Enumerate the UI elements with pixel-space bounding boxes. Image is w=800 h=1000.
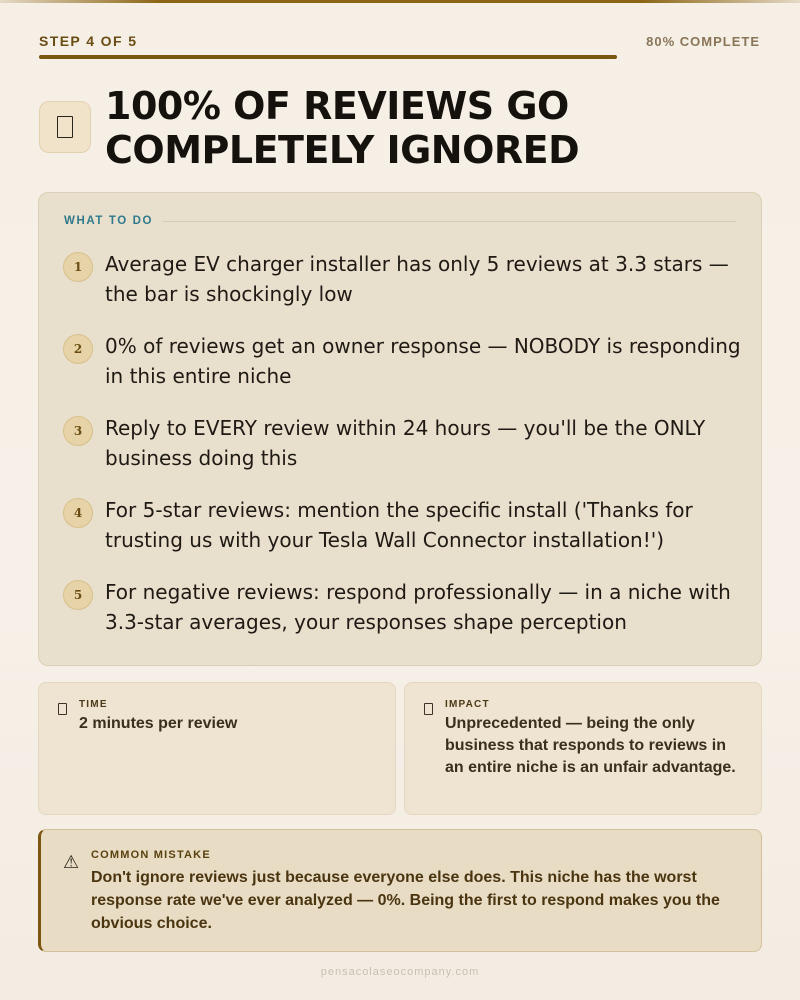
progress-bar <box>39 55 761 59</box>
step-number-badge: 4 <box>63 498 93 528</box>
step-text: 0% of reviews get an owner response — NOBODY is responding in this entire niche <box>105 334 741 388</box>
time-value: 2 minutes per review <box>79 715 238 732</box>
top-accent-rule <box>0 0 800 3</box>
step-text: For 5-star reviews: mention the specific install ('Thanks for trusting us with your Tesla Wall Connector installation!') <box>105 498 693 552</box>
step-number-badge: 2 <box>63 334 93 364</box>
page-title: 100% OF REVIEWS GO COMPLETELY IGNORED <box>105 84 580 172</box>
mistake-label: COMMON MISTAKE <box>91 849 211 861</box>
time-card <box>38 682 396 815</box>
what-to-do-label: WHAT TO DO <box>64 215 154 227</box>
impact-card <box>404 682 762 815</box>
step-text: For negative reviews: respond professionally — in a niche with 3.3-star averages, your responses shape perception <box>105 580 731 634</box>
step-number-badge: 1 <box>63 252 93 282</box>
common-mistake-callout <box>38 829 762 952</box>
progress-bar-fill <box>39 55 617 59</box>
impact-label: IMPACT <box>445 699 490 710</box>
step-text: Reply to EVERY review within 24 hours — you'll be the ONLY business doing this <box>105 416 706 470</box>
mistake-text: Don't ignore reviews just because everyone else does. This niche has the worst response rate we've ever analyzed — 0%. Being the first to respond makes you the obvious choice. <box>91 869 720 932</box>
step-number-badge: 3 <box>63 416 93 446</box>
complete-label: 80% COMPLETE <box>646 34 760 49</box>
time-label: TIME <box>79 699 108 710</box>
clock-icon <box>58 703 67 715</box>
what-to-do-panel <box>38 192 762 666</box>
step-number-badge: 5 <box>63 580 93 610</box>
step-text: Average EV charger installer has only 5 reviews at 3.3 stars — the bar is shockingly low <box>105 252 729 306</box>
impact-value: Unprecedented — being the only business that responds to reviews in an entire niche is an unfair advantage. <box>445 715 736 776</box>
warning-icon: ⚠ <box>63 852 80 873</box>
header-divider <box>163 221 736 222</box>
impact-icon <box>424 703 433 715</box>
step-label: STEP 4 OF 5 <box>39 33 138 49</box>
footer-domain: pensacolaseocompany.com <box>320 966 480 978</box>
what-to-do-header <box>64 215 736 227</box>
document-icon <box>39 101 91 153</box>
